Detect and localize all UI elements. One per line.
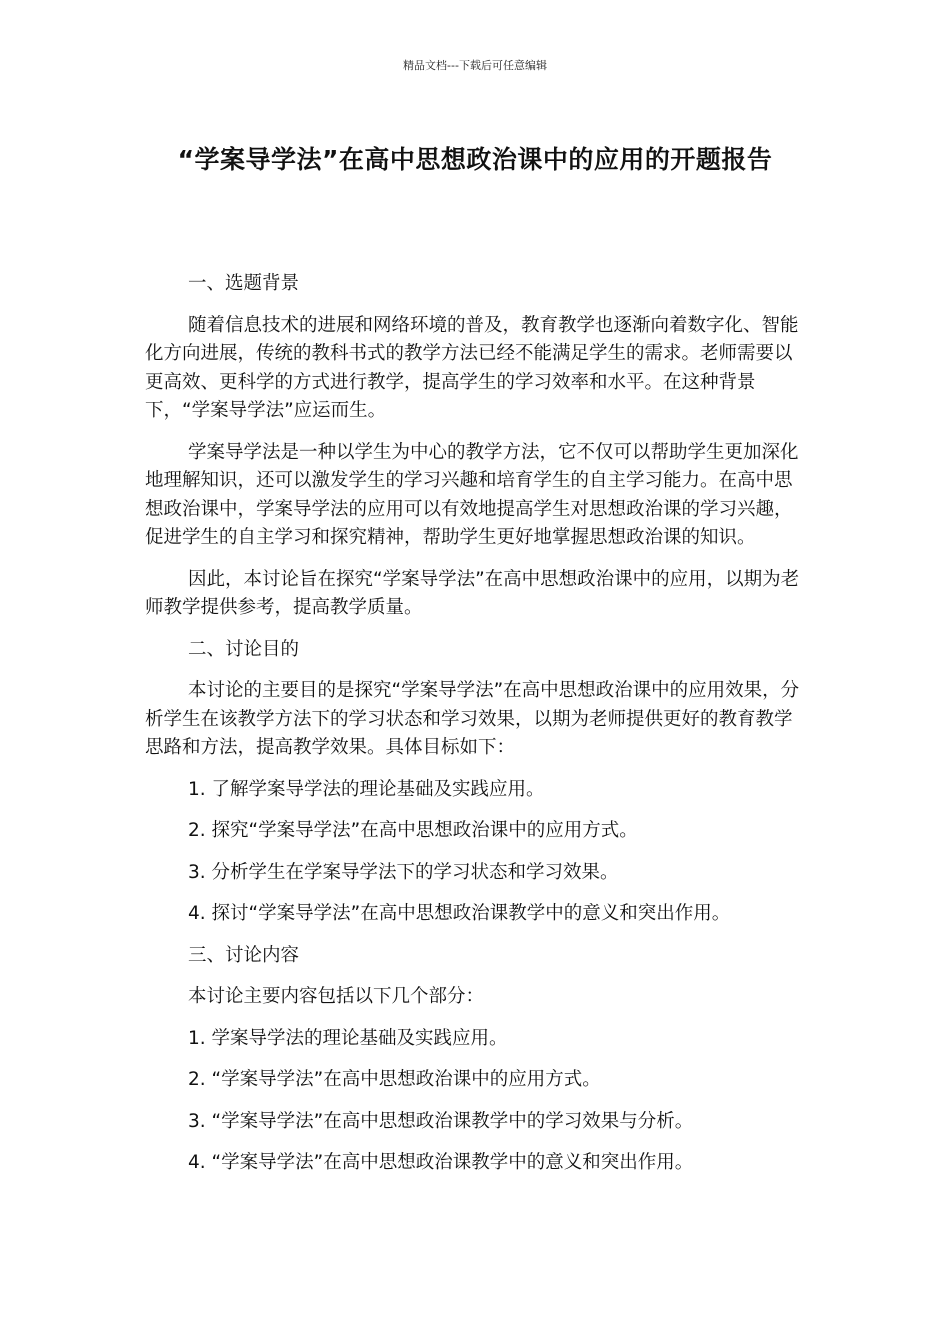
paragraph: 随着信息技术的进展和网络环境的普及，教育教学也逐渐向着数字化、智能化方向进展，传统的教科书式的教学方法已经不能满足学生的需求。老师需要以更高效、更科学的方式进行教学，提高学生的学习效率和水平。在这种背景下，“学案导学法”应运而生。 — [145, 314, 799, 421]
paragraph: 本讨论主要内容包括以下几个部分： — [188, 986, 485, 1007]
document-body — [145, 270, 807, 1191]
section-heading: 三、讨论内容 — [188, 944, 300, 966]
section-heading: 二、讨论目的 — [188, 638, 300, 660]
document-title: “学案导学法”在高中思想政治课中的应用的开题报告 — [177, 145, 773, 174]
list-item: 2. 探究“学案导学法”在高中思想政治课中的应用方式。 — [188, 820, 638, 841]
paragraph: 本讨论的主要目的是探究“学案导学法”在高中思想政治课中的应用效果，分析学生在该教学方法下的学习状态和学习效果，以期为老师提供更好的教育教学思路和方法，提高教学效果。具体目标如下： — [145, 680, 800, 758]
list-item: 3. “学案导学法”在高中思想政治课教学中的学习效果与分析。 — [188, 1110, 694, 1132]
list-item: 3. 分析学生在学案导学法下的学习状态和学习效果。 — [188, 861, 619, 883]
paragraph: 因此，本讨论旨在探究“学案导学法”在高中思想政治课中的应用，以期为老师教学提供参考，提高教学质量。 — [145, 568, 800, 618]
list-item: 1. 学案导学法的理论基础及实践应用。 — [188, 1027, 508, 1049]
list-item: 2. “学案导学法”在高中思想政治课中的应用方式。 — [188, 1069, 601, 1090]
list-item: 1. 了解学案导学法的理论基础及实践应用。 — [188, 778, 545, 800]
list-item: 4. 探讨“学案导学法”在高中思想政治课教学中的意义和突出作用。 — [188, 903, 731, 924]
list-item: 4. “学案导学法”在高中思想政治课教学中的意义和突出作用。 — [188, 1152, 694, 1173]
page-header: 精品文档---下载后可任意编辑 — [403, 59, 547, 72]
paragraph: 学案导学法是一种以学生为中心的教学方法，它不仅可以帮助学生更加深化地理解知识，还可以激发学生的学习兴趣和培育学生的自主学习能力。在高中思想政治课中，学案导学法的应用可以有效地提高学生对思想政治课的学习兴趣，促进学生的自主学习和探究精神，帮助学生更好地掌握思想政治课的知识。 — [145, 441, 799, 548]
section-heading: 一、选题背景 — [188, 273, 300, 294]
